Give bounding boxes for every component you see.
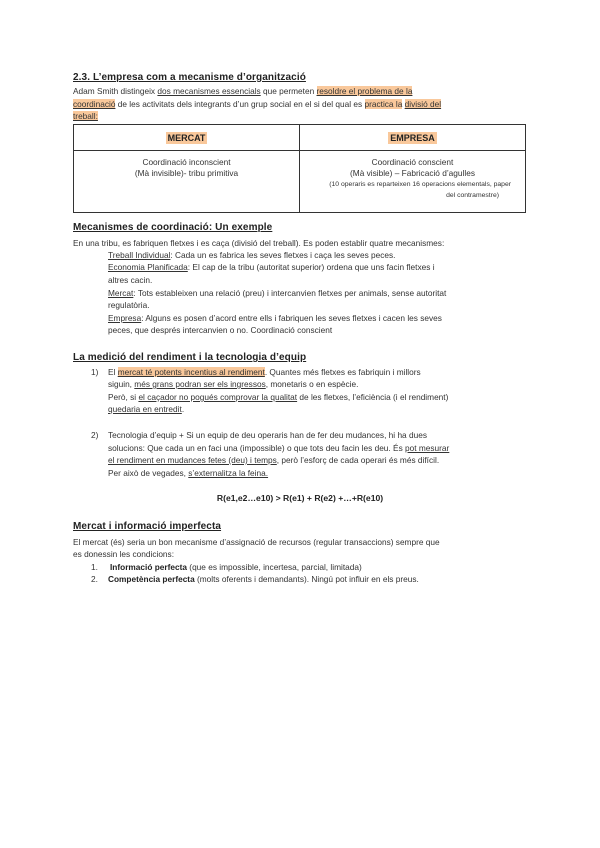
section-title-mecanismes: Mecanismes de coordinació: Un exemple — [73, 222, 273, 233]
list-item-continuation — [108, 404, 184, 415]
text-span: que permeten — [260, 86, 317, 96]
list-item — [108, 262, 435, 273]
bold-term: Informació perfecta — [110, 562, 187, 572]
highlighted-text: practica la — [364, 99, 403, 109]
term: Mercat — [108, 288, 134, 298]
paragraph-line: es donessin les condicions: — [73, 549, 175, 559]
text-span: (molts oferents i demandants). Ningú pot influir en els preus. — [194, 574, 419, 584]
list-number: 1) — [91, 367, 99, 377]
text-span: Per això de vegades, — [108, 468, 189, 478]
paragraph-line — [73, 99, 441, 110]
comparison-table — [73, 124, 526, 213]
text-span: , monetaris o en espècie. — [265, 379, 359, 389]
cell-text: (Mà visible) – Fabricació d’agulles — [350, 168, 475, 178]
table-header-mercat — [74, 125, 300, 151]
cell-text: (Mà invisible)- tribu primitiva — [134, 168, 239, 178]
table-header-empresa — [300, 125, 526, 151]
list-item-continuation — [108, 379, 358, 390]
cell-note: (10 operaris es reparteixen 16 operacions elementals, paper — [329, 181, 511, 188]
text-span: de les activitats dels integrants d’un grup social en el si del qual es — [115, 99, 365, 109]
highlighted-text: treball: — [73, 111, 98, 121]
list-item-continuation — [108, 455, 439, 466]
text-span: de les fletxes, l’eficiència (i el rendiment) — [297, 392, 449, 402]
cell-text: Coordinació inconscient — [142, 157, 231, 167]
list-item-continuation: peces, que després intercanvien o no. Coordinació conscient — [108, 325, 333, 335]
text-span: , però l’esforç de cada operari és més difícil. — [276, 455, 440, 465]
text-span: : Tots estableixen una relació (preu) i intercanvien fletxes per animals, sense autoritat — [133, 288, 447, 298]
highlighted-text: coordinació — [73, 99, 116, 109]
formula: R(e1,e2…e10) > R(e1) + R(e2) +…+R(e10) — [216, 493, 384, 503]
highlighted-text: mercat té potents incentius al rendiment — [117, 367, 265, 377]
table-cell-empresa — [300, 151, 526, 213]
section-title-empresa: 2.3. L’empresa com a mecanisme d’organització — [73, 72, 306, 83]
section-title-informacio: Mercat i informació imperfecta — [73, 521, 222, 532]
header-label: EMPRESA — [390, 132, 435, 143]
list-item-continuation — [108, 468, 268, 479]
section-title-medicio: La medició del rendiment i la tecnologia d’equip — [73, 352, 307, 363]
text-span: siguin, — [108, 379, 135, 389]
header-label: MERCAT — [167, 132, 206, 143]
text-span: (que es impossible, incertesa, parcial, limitada) — [187, 562, 362, 572]
bold-term: Competència perfecta — [108, 574, 195, 584]
cell-text: Coordinació conscient — [371, 157, 454, 167]
text-span: . — [181, 404, 185, 414]
cell-note: del contramestre) — [446, 192, 499, 199]
list-item — [108, 367, 421, 378]
list-item — [110, 562, 362, 573]
underlined-text: s’externalitza la feina. — [188, 468, 269, 478]
list-item: Tecnologia d’equip + Si un equip de deu operaris han de fer deu mudances, hi ha dues — [108, 430, 427, 440]
list-number: 2) — [91, 430, 99, 440]
paragraph-line — [73, 111, 98, 122]
underlined-text: el caçador no pogués comprovar la qualitat — [138, 392, 298, 402]
text-span: Adam Smith distingeix — [73, 86, 158, 96]
list-number: 1. — [91, 562, 98, 572]
table-cell-mercat — [74, 151, 300, 213]
list-item-continuation — [108, 392, 448, 403]
term: Empresa — [108, 313, 142, 323]
term: Treball Individual — [108, 250, 171, 260]
paragraph-line — [73, 86, 412, 97]
underlined-text: el rendiment en mudances fetes (deu) i temps — [108, 455, 277, 465]
underlined-text: pot mesurar — [405, 443, 450, 453]
highlighted-text: resoldre el problema de la — [316, 86, 413, 96]
text-span: El — [108, 367, 118, 377]
text-span: : Alguns es posen d’acord entre ells i fabriquen les seves fletxes i cacen les seves — [141, 313, 442, 323]
underlined-text: més grans podran ser els ingressos — [134, 379, 266, 389]
list-item — [108, 250, 395, 261]
list-item — [108, 313, 442, 324]
text-span: . Quantes més fletxes es fabriquin i millors — [264, 367, 421, 377]
paragraph-line: El mercat (és) seria un bon mecanisme d’assignació de recursos (regular transaccions) sempre que — [73, 537, 440, 547]
underlined-text: dos mecanismes essencials — [157, 86, 261, 96]
list-item — [108, 288, 446, 299]
text-span: : El cap de la tribu (autoritat superior) ordena que uns facin fletxes i — [187, 262, 435, 272]
list-item-continuation — [108, 443, 449, 454]
highlighted-text: divisió del — [404, 99, 442, 109]
list-item-continuation: altres cacin. — [108, 275, 153, 285]
term: Economia Planificada — [108, 262, 188, 272]
text-span: : Cada un es fabrica les seves fletxes i caça les seves peces. — [170, 250, 396, 260]
list-item-continuation: regulatòria. — [108, 300, 150, 310]
list-item — [108, 574, 419, 585]
text-span: solucions: Que cada un en faci una (impossible) o que tots deu facin les deu. És — [108, 443, 406, 453]
paragraph-line: En una tribu, es fabriquen fletxes i es caça (divisió del treball). Es poden establir quatre mecanismes: — [73, 238, 445, 248]
underlined-text: quedaria en entredit — [108, 404, 182, 414]
list-number: 2. — [91, 574, 98, 584]
text-span: Però, si — [108, 392, 139, 402]
